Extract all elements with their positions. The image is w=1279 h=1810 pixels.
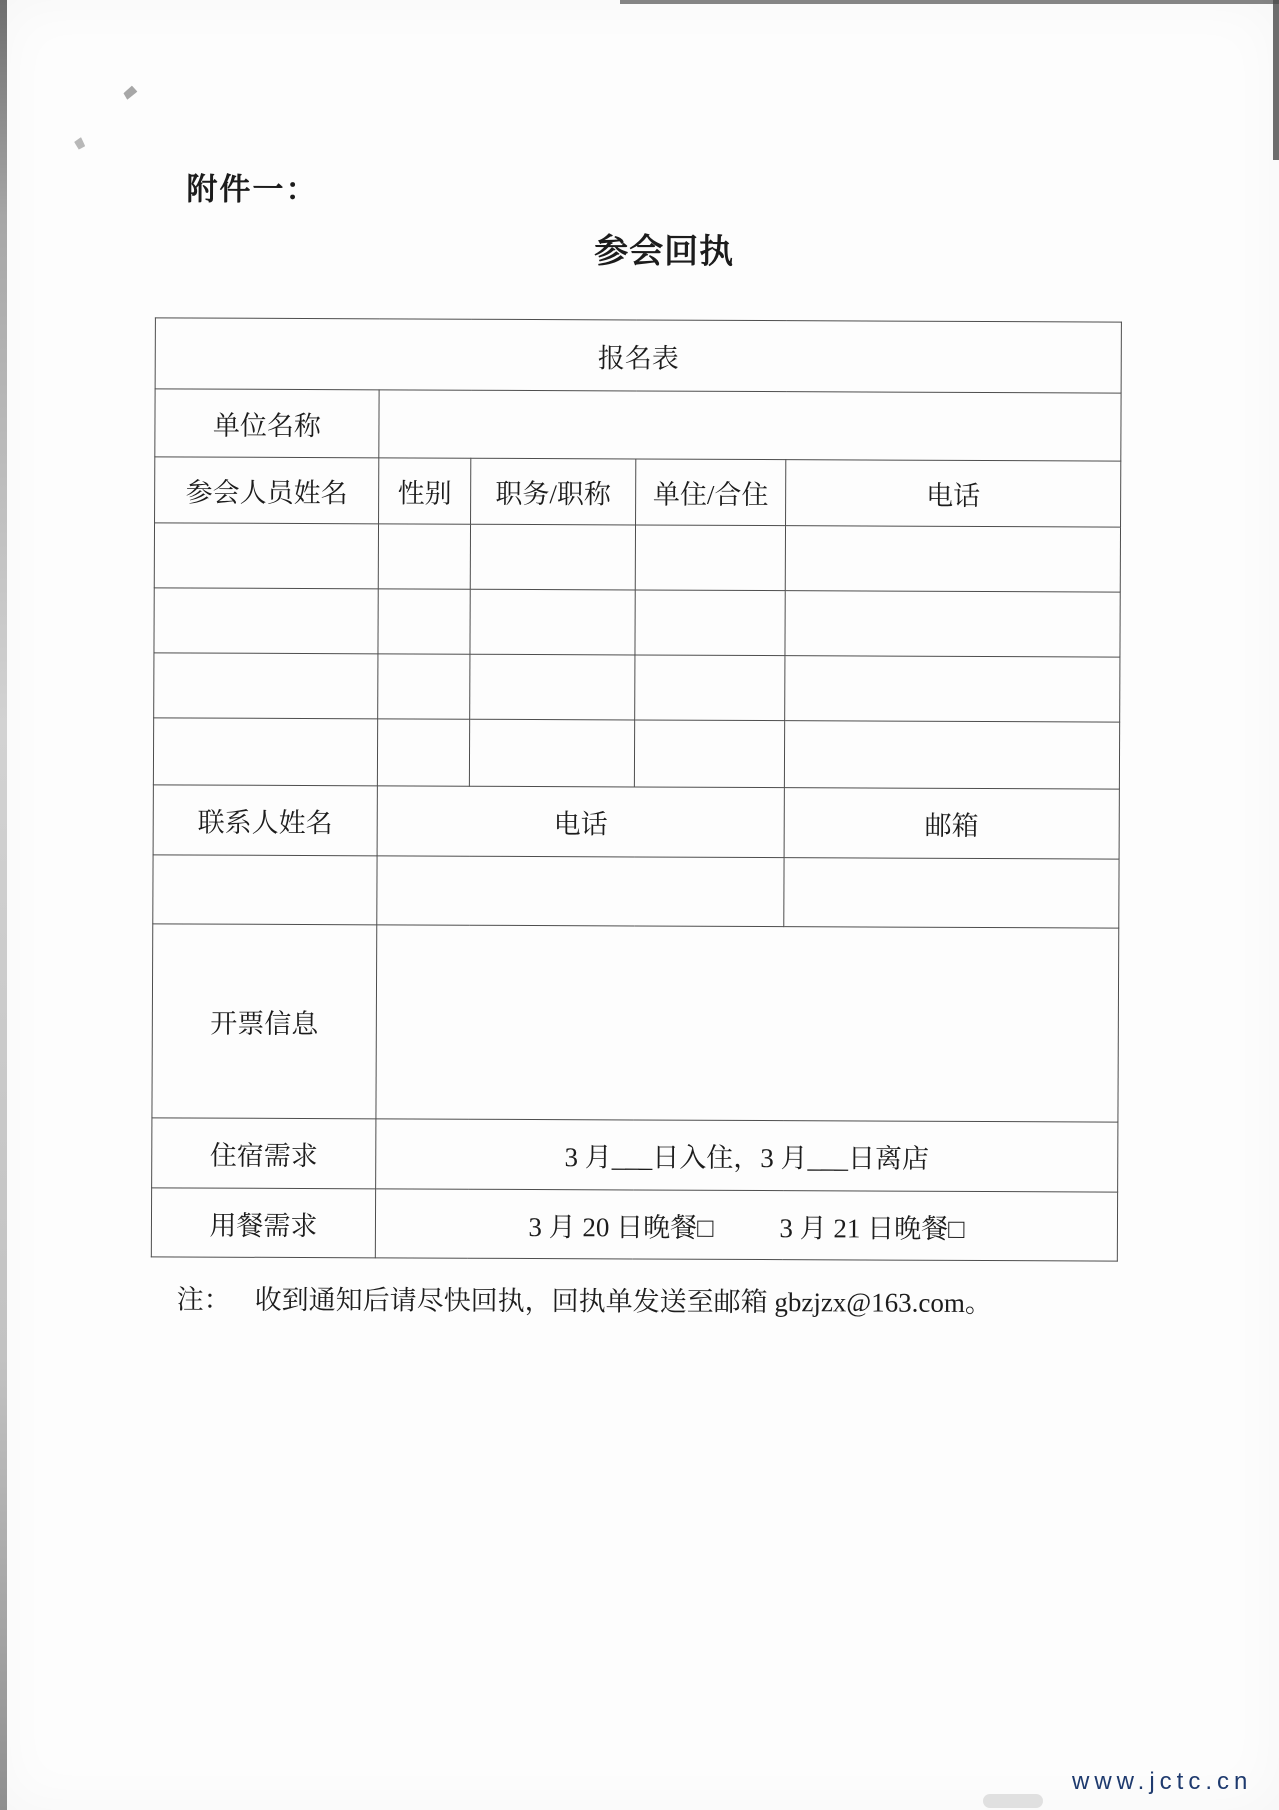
attendee-cell bbox=[635, 655, 785, 721]
form-title-row bbox=[155, 318, 1121, 393]
attachment-label: 附件一： bbox=[186, 171, 319, 208]
footnote-text: 收到通知后请尽快回执，回执单发送至邮箱 gbzjzx@163.com。 bbox=[254, 1284, 993, 1319]
attendee-cell bbox=[470, 524, 635, 590]
paper-smudge bbox=[983, 1794, 1043, 1808]
footnote bbox=[177, 1277, 992, 1320]
attendee-cell bbox=[635, 525, 785, 591]
scan-edge-left bbox=[0, 0, 7, 1810]
phone-header: 电话 bbox=[786, 460, 1121, 527]
scan-edge-top bbox=[620, 0, 1279, 4]
attendee-row-4 bbox=[153, 718, 1119, 789]
position-header: 职务/职称 bbox=[471, 458, 636, 525]
attendee-cell bbox=[634, 720, 784, 788]
attendee-row-1 bbox=[154, 523, 1120, 592]
attendee-row-2 bbox=[154, 588, 1120, 657]
attendee-cell bbox=[469, 719, 634, 787]
attendee-cell bbox=[470, 654, 635, 720]
meal-option-2: 3 月 21 日晚餐□ bbox=[779, 1212, 965, 1244]
invoice-value-cell bbox=[376, 925, 1119, 1122]
contact-email-header: 邮箱 bbox=[784, 788, 1119, 859]
attendee-cell bbox=[154, 653, 378, 719]
contact-name-header: 联系人姓名 bbox=[153, 785, 377, 856]
invoice-label-cell: 开票信息 bbox=[152, 924, 377, 1119]
attendee-cell bbox=[153, 718, 377, 786]
footnote-prefix: 注： bbox=[176, 1284, 231, 1315]
attendee-cell bbox=[635, 590, 785, 656]
attendee-cell bbox=[154, 588, 378, 654]
page-title: 参会回执 bbox=[594, 233, 735, 271]
attendee-name-header: 参会人员姓名 bbox=[155, 457, 379, 524]
attendee-row-3 bbox=[154, 653, 1120, 722]
contact-name-cell bbox=[153, 855, 377, 925]
org-name-label-cell: 单位名称 bbox=[155, 389, 379, 458]
lodging-label-cell: 住宿需求 bbox=[152, 1118, 376, 1189]
attendee-cell bbox=[784, 721, 1119, 789]
attendee-cell bbox=[378, 589, 470, 654]
contact-phone-cell bbox=[377, 856, 784, 927]
attendee-cell bbox=[378, 524, 470, 589]
attendee-cell bbox=[785, 591, 1120, 657]
contact-value-row bbox=[153, 855, 1119, 928]
meal-row bbox=[151, 1188, 1117, 1261]
contact-header-row bbox=[153, 785, 1119, 859]
attendee-cell bbox=[154, 523, 378, 589]
lodging-value-cell: 3 月___日入住，3 月___日离店 bbox=[376, 1119, 1118, 1192]
attendee-cell bbox=[378, 654, 470, 719]
invoice-row bbox=[152, 924, 1119, 1122]
attendee-cell bbox=[785, 526, 1120, 592]
meal-value-cell bbox=[375, 1189, 1117, 1261]
attendee-cell bbox=[785, 656, 1120, 722]
attendee-cell bbox=[470, 589, 635, 655]
form-title-cell: 报名表 bbox=[155, 318, 1121, 393]
scan-edge-right bbox=[1273, 0, 1279, 160]
meal-option-1: 3 月 20 日晚餐□ bbox=[528, 1211, 714, 1243]
lodging-row bbox=[152, 1118, 1118, 1192]
gender-header: 性别 bbox=[379, 458, 471, 524]
room-type-header: 单住/合住 bbox=[636, 459, 786, 526]
attendee-header-row bbox=[155, 457, 1121, 527]
site-watermark: www.jctc.cn bbox=[1072, 1768, 1253, 1795]
contact-phone-header: 电话 bbox=[377, 786, 784, 858]
registration-table bbox=[151, 317, 1122, 1261]
org-name-row bbox=[155, 389, 1121, 461]
attendee-cell bbox=[377, 719, 469, 786]
org-name-value-cell bbox=[379, 390, 1121, 461]
meal-label-cell: 用餐需求 bbox=[151, 1188, 375, 1258]
contact-email-cell bbox=[784, 858, 1119, 928]
